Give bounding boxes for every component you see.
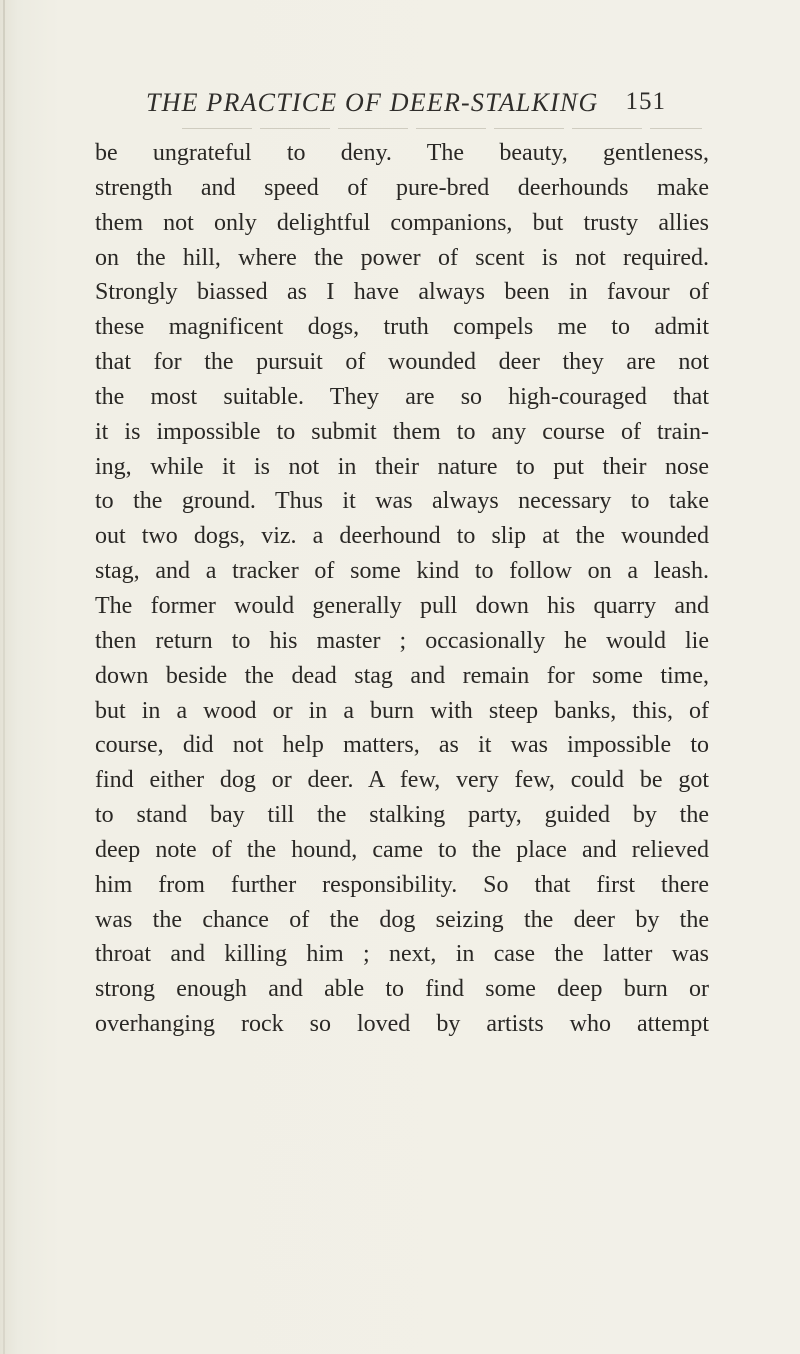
header-rule: [182, 128, 702, 129]
text-line: him from further responsibility. So that first there: [95, 871, 709, 898]
text-line: the most suitable. They are so high-couraged that: [95, 383, 709, 410]
text-line: overhanging rock so loved by artists who attempt: [95, 1011, 709, 1038]
text-line: but in a wood or in a burn with steep banks, this, of: [95, 697, 709, 724]
text-line: that for the pursuit of wounded deer they are not: [95, 349, 709, 376]
page-header: [146, 84, 666, 124]
text-line: deep note of the hound, came to the place and relieved: [95, 836, 709, 863]
page-gutter-edge: [3, 0, 5, 1354]
text-line: to the ground. Thus it was always necessary to take: [95, 488, 709, 515]
text-line: ing, while it is not in their nature to put their nose: [95, 453, 709, 480]
text-line: stag, and a tracker of some kind to follow on a leash.: [95, 558, 709, 585]
text-line: was the chance of the dog seizing the deer by the: [95, 906, 709, 933]
text-line: be ungrateful to deny. The beauty, gentleness,: [95, 140, 709, 166]
text-line: strength and speed of pure-bred deerhounds make: [95, 174, 709, 201]
text-line: The former would generally pull down his quarry and: [95, 592, 709, 619]
text-line: down beside the dead stag and remain for some time,: [95, 662, 709, 689]
page-number: 151: [625, 88, 666, 115]
text-line: find either dog or deer. A few, very few, could be got: [95, 767, 709, 794]
text-line: these magnificent dogs, truth compels me to admit: [95, 314, 709, 341]
text-line: course, did not help matters, as it was impossible to: [95, 732, 709, 759]
text-line: then return to his master ; occasionally he would lie: [95, 627, 709, 654]
text-line: them not only delightful companions, but trusty allies: [95, 209, 709, 236]
text-line: strong enough and able to find some deep burn or: [95, 976, 709, 1003]
text-line: out two dogs, viz. a deerhound to slip at the wounded: [95, 523, 709, 550]
text-line: Strongly biassed as I have always been in favour of: [95, 279, 709, 306]
text-line: to stand bay till the stalking party, guided by the: [95, 802, 709, 829]
text-line: throat and killing him ; next, in case the latter was: [95, 941, 709, 968]
text-line: on the hill, where the power of scent is not required.: [95, 244, 709, 271]
running-head: THE PRACTICE OF DEER-STALKING: [146, 88, 599, 117]
body-text: [95, 136, 709, 1042]
text-line: it is impossible to submit them to any course of train-: [95, 418, 709, 445]
